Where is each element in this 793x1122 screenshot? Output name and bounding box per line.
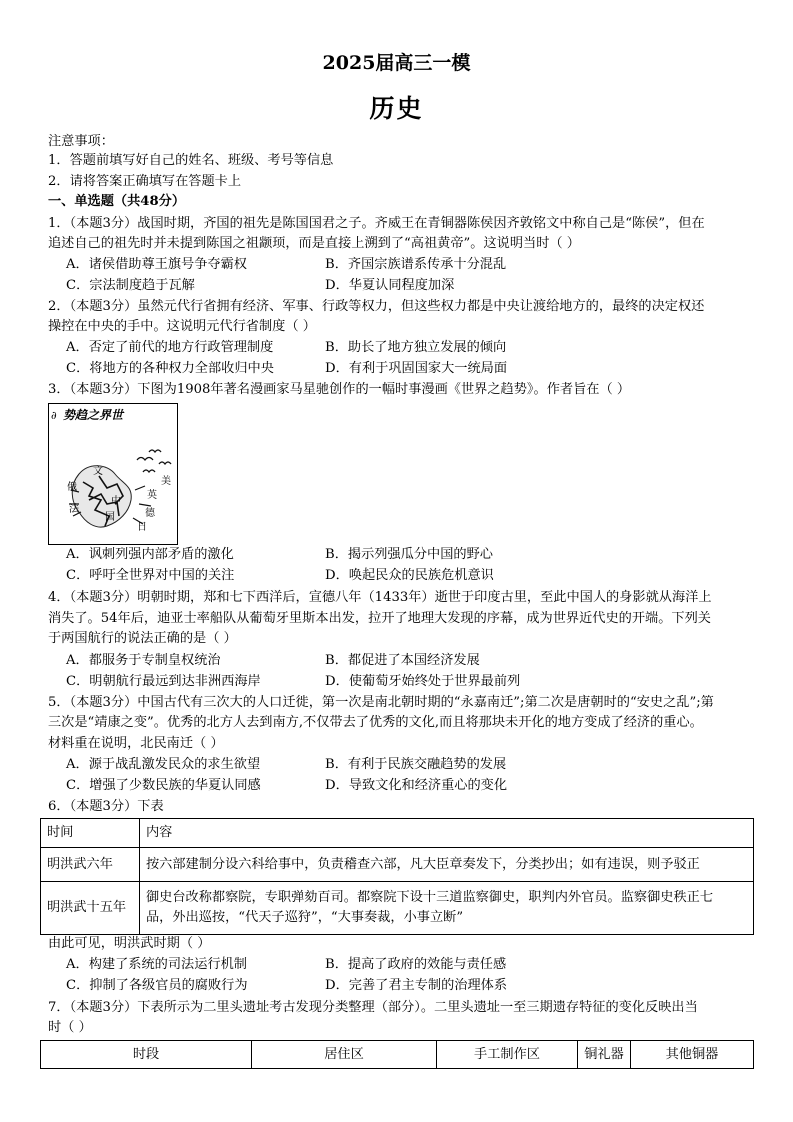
q4-option-b[interactable]: B．都促进了本国经济发展 (325, 653, 480, 668)
q2-stem-line: 操控在中央的手中。这说明元代行省制度（ ） (48, 319, 316, 334)
q2-option-b[interactable]: B．助长了地方独立发展的倾向 (325, 340, 507, 355)
q3-option-d[interactable]: D．唤起民众的民族危机意识 (325, 568, 494, 583)
q1-option-b[interactable]: B．齐国宗族谱系传承十分混乱 (325, 257, 507, 272)
q5-option-c[interactable]: C．增强了少数民族的华夏认同感 (66, 778, 261, 793)
q2-stem-line: 2．（本题3分）虽然元代行省拥有经济、军事、行政等权力，但这些权力都是中央让渡给地方的，最终的决定权还 (48, 299, 705, 314)
table-header-row (41, 819, 754, 848)
section-title: 一、单选题（共48分） (48, 194, 186, 209)
notice-item: 2．请将答案正确填写在答题卡上 (48, 174, 242, 189)
table-header-cell: 时间 (41, 819, 140, 848)
cartoon-label: 美 (161, 476, 171, 487)
cartoon-label: 俄 (67, 482, 77, 493)
table-header-cell: 手工制作区 (437, 1041, 578, 1069)
table-cell: 按六部建制分设六科给事中，负责稽查六部，凡大臣章奏发下，分类抄出；如有违误，则予驳正 (140, 848, 754, 882)
q4-stem-line: 4．（本题3分）明朝时期，郑和七下西洋后，宣德八年（1433年）逝世于印度古里，至此中国人的身影就从海洋上 (48, 590, 712, 605)
q4-stem-line: 消失了。54年后，迪亚士率船队从葡萄牙里斯本出发，拉开了地理大发现的序幕，成为世界近代史的开端。下列关 (48, 611, 711, 626)
cartoon-birds (137, 450, 171, 472)
table-cell: 明洪武六年 (41, 848, 140, 882)
cartoon-label: 法 (69, 504, 79, 515)
table-cell: 明洪武十五年 (41, 882, 140, 935)
table-header-cell: 内容 (140, 819, 754, 848)
q6-option-a[interactable]: A．构建了系统的司法运行机制 (66, 957, 247, 972)
q6-option-c[interactable]: C．抑制了各级官员的腐败行为 (66, 978, 248, 993)
exam-title: 2025届高三一模 (322, 52, 471, 74)
cartoon-drawing (49, 404, 177, 544)
notice-item: 1．答题前填写好自己的姓名、班级、考号等信息 (48, 153, 334, 168)
cartoon-label: 中 (111, 496, 121, 507)
q4-option-a[interactable]: A．都服务于专制皇权统治 (66, 653, 221, 668)
cartoon-label: 英 (147, 490, 157, 501)
q1-stem-line: 1．（本题3分）战国时期，齐国的祖先是陈国国君之子。齐威王在青铜器陈侯因齐敦铭文中称自己是“陈侯”，但在 (48, 216, 705, 231)
q1-option-d[interactable]: D．华夏认同程度加深 (325, 278, 455, 293)
q4-option-d[interactable]: D．使葡萄牙始终处于世界最前列 (325, 674, 521, 689)
cartoon-label: 文 (93, 466, 103, 477)
table-header-cell: 铜礼器 (578, 1041, 631, 1069)
subject-title: 历史 (369, 94, 424, 123)
table-cell-line: 品，外出巡按，“代天子巡狩”，“大事奏裁，小事立断” (146, 910, 464, 925)
q5-stem-line: 三次是“靖康之变”。优秀的北方人去到南方,不仅带去了优秀的文化,而且将那块未开化的地方变成了经济的重心。 (48, 715, 703, 730)
q3-option-b[interactable]: B．揭示列强瓜分中国的野心 (325, 547, 493, 562)
cartoon-seal: ∂ (51, 409, 57, 422)
q3-stem-line: 3．（本题3分）下图为1908年著名漫画家马星驰创作的一幅时事漫画《世界之趋势》。作者旨在（ ） (48, 382, 631, 397)
q3-option-c[interactable]: C．呼吁全世界对中国的关注 (66, 568, 235, 583)
q2-option-c[interactable]: C．将地方的各种权力全部收归中央 (66, 361, 274, 376)
cartoon-image (48, 403, 178, 545)
q5-option-d[interactable]: D．导致文化和经济重心的变化 (325, 778, 508, 793)
q1-stem-line: 追述自己的祖先时并未提到陈国之祖颛顼，而是直接上溯到了“高祖黄帝”。这说明当时（ ） (48, 236, 580, 251)
q6-table (40, 818, 754, 935)
table-row (41, 848, 754, 882)
table-row (41, 882, 754, 935)
cartoon-label: 德 (145, 508, 155, 519)
table-header-cell: 居住区 (252, 1041, 437, 1069)
table-cell-line: 御史台改称都察院，专职弹劾百司。都察院下设十三道监察御史，职判内外官员。监察御史秩正七 (146, 890, 714, 905)
q1-option-a[interactable]: A．诸侯借助尊王旗号争夺霸权 (66, 257, 247, 272)
q5-option-a[interactable]: A．源于战乱激发民众的求生欲望 (66, 757, 261, 772)
q5-option-b[interactable]: B．有利于民族交融趋势的发展 (325, 757, 507, 772)
q6-option-d[interactable]: D．完善了君主专制的治理体系 (325, 978, 508, 993)
q4-option-c[interactable]: C．明朝航行最远到达非洲西海岸 (66, 674, 261, 689)
q1-option-c[interactable]: C．宗法制度趋于瓦解 (66, 278, 195, 293)
q6-after: 由此可见，明洪武时期（ ） (48, 936, 211, 951)
q7-table (40, 1040, 754, 1069)
cartoon-label: 国 (105, 512, 115, 523)
q4-stem-line: 于两国航行的说法正确的是（ ） (48, 631, 237, 646)
cartoon-title: 势趋之界世 (63, 408, 124, 422)
q7-stem-line: 7．（本题3分）下表所示为二里头遗址考古发现分类整理（部分）。二里头遗址一至三期遗存特征的变化反映出当 (48, 1000, 698, 1015)
q6-stem-line: 6．（本题3分）下表 (48, 799, 164, 814)
q2-option-d[interactable]: D．有利于巩固国家大一统局面 (325, 361, 508, 376)
table-header-cell: 其他铜器 (631, 1041, 754, 1069)
q7-stem-line: 时（ ） (48, 1020, 92, 1035)
q2-option-a[interactable]: A．否定了前代的地方行政管理制度 (66, 340, 274, 355)
table-header-row (41, 1041, 754, 1069)
table-header-cell: 时段 (41, 1041, 252, 1069)
notice-heading: 注意事项： (48, 134, 114, 149)
q5-stem-line: 5．（本题3分）中国古代有三次大的人口迁徙，第一次是南北朝时期的“永嘉南迁”;第二次是唐朝时的“安史之乱”;第 (48, 695, 714, 710)
q6-option-b[interactable]: B．提高了政府的效能与责任感 (325, 957, 507, 972)
table-cell (140, 882, 754, 935)
cartoon-label: 日 (137, 522, 147, 533)
q5-stem-line: 材料重在说明，北民南迁（ ） (48, 736, 224, 751)
q3-option-a[interactable]: A．讽刺列强内部矛盾的激化 (66, 547, 234, 562)
